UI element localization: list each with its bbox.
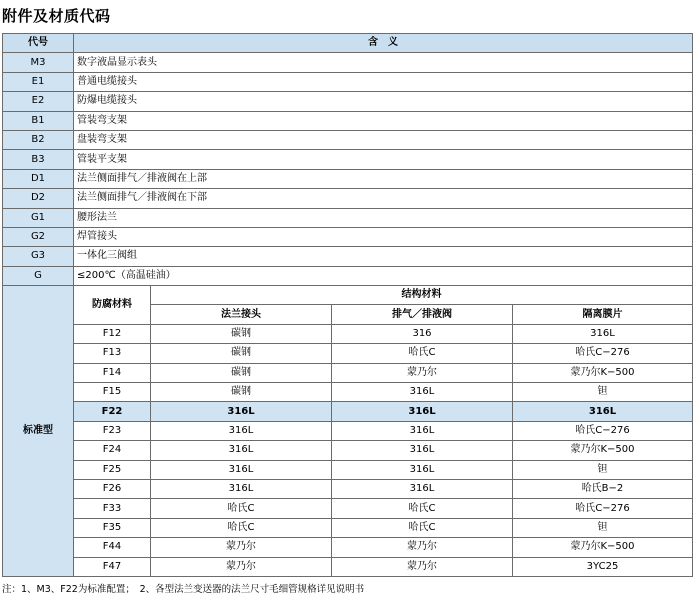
- isolation-diaphragm-material: 哈氏C−276: [513, 344, 693, 363]
- flange-joint-material: 碳钢: [151, 324, 332, 343]
- material-row: [3, 344, 693, 363]
- material-row: [3, 324, 693, 343]
- accessory-code: E1: [3, 72, 74, 91]
- flange-joint-material: 蒙乃尔: [151, 557, 332, 576]
- vent-drain-valve-header: 排气／排液阀: [332, 305, 513, 324]
- vent-drain-valve-material: 哈氏C: [332, 518, 513, 537]
- accessory-code: G: [3, 266, 74, 285]
- material-code: F24: [74, 441, 151, 460]
- accessory-row: [3, 53, 693, 72]
- isolation-diaphragm-material: 钽: [513, 383, 693, 402]
- material-code: F26: [74, 479, 151, 498]
- corrosion-material-header: 防腐材料: [74, 286, 151, 325]
- accessory-row: [3, 247, 693, 266]
- flange-joint-material: 316L: [151, 460, 332, 479]
- footnote: 注：1、M3、F22为标准配置； 2、各型法兰变送器的法兰尺寸毛细管规格详见说明书: [2, 584, 365, 595]
- material-row: [3, 402, 693, 421]
- material-code: F13: [74, 344, 151, 363]
- meaning-column-header: 含 义: [74, 34, 693, 53]
- flange-joint-material: 316L: [151, 479, 332, 498]
- accessory-rows: [3, 53, 693, 286]
- accessory-description: 法兰侧面排气／排液阀在上部: [74, 169, 693, 188]
- table-header-row: [3, 34, 693, 53]
- material-row: [3, 460, 693, 479]
- accessory-description: 盘装弯支架: [74, 130, 693, 149]
- material-code: F33: [74, 499, 151, 518]
- accessory-code: G2: [3, 227, 74, 246]
- accessory-description: 管装弯支架: [74, 111, 693, 130]
- accessory-code: M3: [3, 53, 74, 72]
- accessory-description: 法兰侧面排气／排液阀在下部: [74, 189, 693, 208]
- code-column-header: 代号: [3, 34, 74, 53]
- accessory-description: 数字液晶显示表头: [74, 53, 693, 72]
- material-code: F44: [74, 538, 151, 557]
- accessory-code: E2: [3, 92, 74, 111]
- material-row: [3, 499, 693, 518]
- vent-drain-valve-material: 316L: [332, 441, 513, 460]
- accessory-row: [3, 169, 693, 188]
- accessory-description: 焊管接头: [74, 227, 693, 246]
- flange-joint-material: 哈氏C: [151, 518, 332, 537]
- isolation-diaphragm-material: 蒙乃尔K−500: [513, 363, 693, 382]
- accessory-code: B1: [3, 111, 74, 130]
- isolation-diaphragm-material: 钽: [513, 518, 693, 537]
- accessory-row: [3, 130, 693, 149]
- standard-type-label: 标准型: [3, 286, 74, 577]
- flange-joint-material: 316L: [151, 402, 332, 421]
- accessory-description: 腰形法兰: [74, 208, 693, 227]
- accessory-code: D1: [3, 169, 74, 188]
- accessory-description: ≤200℃（高温硅油）: [74, 266, 693, 285]
- accessory-row: [3, 227, 693, 246]
- page-title: 附件及材质代码: [2, 7, 111, 25]
- accessory-row: [3, 266, 693, 285]
- isolation-diaphragm-material: 哈氏C−276: [513, 499, 693, 518]
- accessory-row: [3, 72, 693, 91]
- flange-joint-material: 316L: [151, 421, 332, 440]
- material-row: [3, 421, 693, 440]
- material-code: F15: [74, 383, 151, 402]
- material-code: F47: [74, 557, 151, 576]
- accessory-row: [3, 111, 693, 130]
- vent-drain-valve-material: 哈氏C: [332, 344, 513, 363]
- isolation-diaphragm-material: 哈氏B−2: [513, 479, 693, 498]
- flange-joint-material: 碳钢: [151, 363, 332, 382]
- accessory-row: [3, 208, 693, 227]
- material-row: [3, 479, 693, 498]
- accessory-description: 管装平支架: [74, 150, 693, 169]
- accessory-row: [3, 92, 693, 111]
- vent-drain-valve-material: 蒙乃尔: [332, 363, 513, 382]
- material-row: [3, 518, 693, 537]
- isolation-diaphragm-header: 隔离膜片: [513, 305, 693, 324]
- standard-header-row-1: [3, 286, 693, 305]
- vent-drain-valve-material: 哈氏C: [332, 499, 513, 518]
- vent-drain-valve-material: 316L: [332, 402, 513, 421]
- flange-joint-material: 碳钢: [151, 344, 332, 363]
- accessory-description: 普通电缆接头: [74, 72, 693, 91]
- material-row: [3, 441, 693, 460]
- accessory-code: B2: [3, 130, 74, 149]
- isolation-diaphragm-material: 蒙乃尔K−500: [513, 441, 693, 460]
- vent-drain-valve-material: 316L: [332, 460, 513, 479]
- vent-drain-valve-material: 蒙乃尔: [332, 557, 513, 576]
- flange-joint-header: 法兰接头: [151, 305, 332, 324]
- material-row: [3, 363, 693, 382]
- material-code: F12: [74, 324, 151, 343]
- accessory-row: [3, 150, 693, 169]
- vent-drain-valve-material: 316L: [332, 383, 513, 402]
- material-row: [3, 538, 693, 557]
- accessory-description: 防爆电缆接头: [74, 92, 693, 111]
- structure-material-header: 结构材料: [151, 286, 693, 305]
- material-code: F25: [74, 460, 151, 479]
- isolation-diaphragm-material: 钽: [513, 460, 693, 479]
- material-code: F22: [74, 402, 151, 421]
- accessory-row: [3, 189, 693, 208]
- material-code-table: [2, 33, 693, 577]
- standard-material-rows: [3, 286, 693, 577]
- accessory-code: D2: [3, 189, 74, 208]
- material-row: [3, 557, 693, 576]
- vent-drain-valve-material: 316: [332, 324, 513, 343]
- flange-joint-material: 蒙乃尔: [151, 538, 332, 557]
- accessory-code: G1: [3, 208, 74, 227]
- material-code: F23: [74, 421, 151, 440]
- material-code: F35: [74, 518, 151, 537]
- vent-drain-valve-material: 蒙乃尔: [332, 538, 513, 557]
- isolation-diaphragm-material: 316L: [513, 324, 693, 343]
- material-row: [3, 383, 693, 402]
- flange-joint-material: 316L: [151, 441, 332, 460]
- flange-joint-material: 哈氏C: [151, 499, 332, 518]
- vent-drain-valve-material: 316L: [332, 421, 513, 440]
- flange-joint-material: 碳钢: [151, 383, 332, 402]
- accessory-code: B3: [3, 150, 74, 169]
- isolation-diaphragm-material: 蒙乃尔K−500: [513, 538, 693, 557]
- material-code: F14: [74, 363, 151, 382]
- isolation-diaphragm-material: 3YC25: [513, 557, 693, 576]
- accessory-description: 一体化三阀组: [74, 247, 693, 266]
- isolation-diaphragm-material: 316L: [513, 402, 693, 421]
- vent-drain-valve-material: 316L: [332, 479, 513, 498]
- accessory-code: G3: [3, 247, 74, 266]
- isolation-diaphragm-material: 哈氏C−276: [513, 421, 693, 440]
